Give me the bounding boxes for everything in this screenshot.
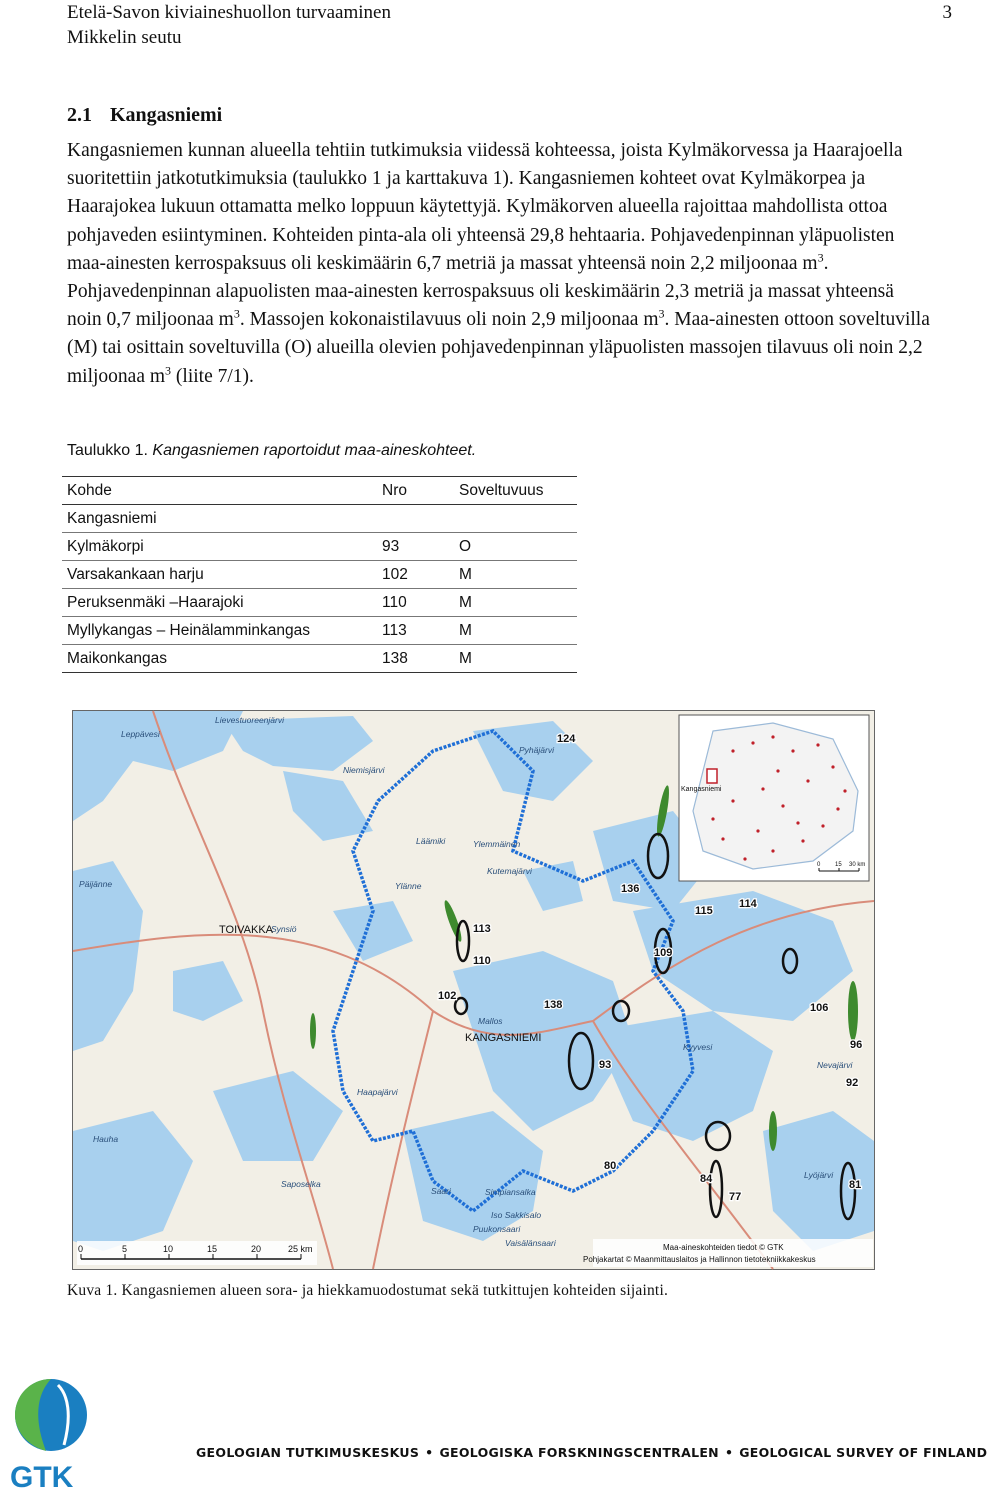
site-name: Peruksenmäki –Haarajoki	[67, 593, 244, 611]
place-name: Lievestuoreenjärvi	[215, 715, 284, 725]
paragraph-text: . Pohjavedenpinnan alapuolisten maa-ainesten kerrospaksuus oli keskimäärin 2,3 metriä ja massat yhteensä noin 0,7 miljoonaa m	[67, 252, 894, 331]
inset-scale-label: 15	[835, 862, 842, 868]
header-title: Etelä-Savon kiviaineshuollon turvaaminen	[67, 2, 391, 23]
table-group-row	[62, 505, 577, 533]
inset-label: Kangasniemi	[681, 786, 722, 793]
place-name: Simpiansalka	[485, 1187, 536, 1197]
group-label: Kangasniemi	[67, 509, 157, 527]
separator: •	[425, 1445, 434, 1460]
inset-map	[679, 715, 869, 881]
map-canvas	[73, 711, 874, 1269]
paragraph-text: . Maa-ainesten ottoon soveltuvilla (M) tai osittain soveltuvilla (O) alueilla olevien pohjavedenpinnan yläpuolisten massojen tilavuus oli noin 2,2 miljoonaa m	[67, 309, 930, 387]
site-name: Maikonkangas	[67, 649, 167, 667]
place-name: Puukonsaari	[473, 1224, 521, 1234]
table-row	[62, 617, 577, 645]
site-label: 124	[557, 733, 576, 745]
site-suitability: M	[459, 621, 472, 639]
place-name: Kyyvesi	[683, 1042, 713, 1052]
place-name: Haapajärvi	[357, 1087, 398, 1097]
scale-label: 0	[78, 1244, 84, 1254]
place-name: Läämiki	[416, 836, 446, 846]
place-name: Pyhäjärvi	[519, 745, 554, 755]
scale-label: 10	[163, 1244, 174, 1254]
place-name: Lyöjärvi	[804, 1170, 834, 1180]
town-name-toivakka: TOIVAKKA	[219, 924, 274, 936]
paragraph-text: . Massojen kokonaistilavuus oli noin 2,9 miljoonaa m	[239, 309, 659, 331]
site-suitability: M	[459, 649, 472, 667]
inset-scale-label: 30 km	[849, 862, 866, 868]
site-name: Kylmäkorpi	[67, 537, 144, 555]
site-suitability: M	[459, 593, 472, 611]
section-number: 2.1	[67, 104, 92, 126]
site-label: 77	[729, 1191, 742, 1203]
page-number: 3	[942, 2, 952, 23]
map-credit: Pohjakartat © Maanmittauslaitos ja Hallinnon tietotekniikkakeskus	[583, 1255, 816, 1264]
table-row	[62, 561, 577, 589]
separator: •	[724, 1445, 734, 1460]
table-caption-label: Taulukko 1.	[67, 442, 148, 459]
section-heading	[67, 102, 222, 128]
place-name: Vaisälänsaari	[505, 1238, 556, 1248]
superscript: 3	[233, 306, 240, 321]
site-label: 110	[473, 955, 491, 967]
org-name-sv: GEOLOGISKA FORSKNINGSCENTRALEN	[439, 1445, 719, 1460]
site-suitability: O	[459, 537, 472, 555]
site-number: 113	[382, 621, 407, 639]
map-credits	[583, 1239, 873, 1267]
table-row	[62, 589, 577, 617]
scale-label: 20	[251, 1244, 262, 1254]
paragraph-text: Kangasniemen kunnan alueella tehtiin tutkimuksia viidessä kohteessa, joista Kylmäkorvessa ja Haarajoella suoritettiin jatkotutkimuksia (taulukko 1 ja karttakuva 1). Kangasniemen kohteet ovat Kylmäkorpea ja Haarajokea lukuun ottamatta melko loppuun käytettyjä. Kylmäkorven alueella rajoittaa mahdollista ottoa pohjaveden esiintyminen. Kohteiden pinta-ala oli yhteensä 29,8 hehtaaria. Pohjavedenpinnan yläpuolisten maa-ainesten kerrospaksuus oli keskimäärin 6,7 metriä ja massat yhteensä noin 2,2 miljoonaa m	[67, 140, 903, 274]
scale-label: 15	[207, 1244, 218, 1254]
site-label: 115	[695, 905, 713, 917]
site-number: 102	[382, 565, 408, 583]
site-label: 136	[621, 883, 640, 895]
place-name: Nevajärvi	[817, 1060, 853, 1070]
site-name: Varsakankaan harju	[67, 565, 204, 583]
site-label: 138	[544, 999, 563, 1011]
site-number: 93	[382, 537, 400, 555]
superscript: 3	[658, 306, 665, 321]
col-header-kohde: Kohde	[67, 481, 112, 499]
paragraph-text: (liite 7/1).	[171, 365, 254, 387]
gtk-logo-icon	[6, 1375, 96, 1493]
place-name: Iso Sakkisalo	[491, 1210, 542, 1220]
col-header-nro: Nro	[382, 481, 407, 499]
running-header	[67, 0, 391, 50]
org-name-fi: GEOLOGIAN TUTKIMUSKESKUS	[196, 1445, 420, 1460]
gtk-logo	[6, 1375, 96, 1493]
table-header-row	[62, 477, 577, 505]
inset-scale-label: 0	[817, 862, 821, 868]
location-map	[72, 710, 875, 1270]
site-label: 96	[850, 1039, 863, 1051]
table-row	[62, 533, 577, 561]
section-title: Kangasniemi	[110, 104, 223, 126]
site-label: 92	[846, 1077, 859, 1089]
scale-bar	[77, 1241, 317, 1265]
header-subtitle: Mikkelin seutu	[67, 27, 182, 48]
site-name: Myllykangas – Heinälamminkangas	[67, 621, 310, 639]
site-label: 113	[473, 923, 491, 935]
site-label: 114	[739, 898, 757, 910]
site-label: 84	[700, 1173, 713, 1185]
figure-caption: Kuva 1. Kangasniemen alueen sora- ja hiekkamuodostumat sekä tutkittujen kohteiden sijainti.	[67, 1282, 669, 1299]
superscript: 3	[817, 250, 824, 265]
table-caption	[67, 442, 476, 460]
place-name: Päijänne	[79, 879, 113, 889]
table-caption-text: Kangasniemen raportoidut maa-aineskohteet.	[152, 442, 477, 459]
scale-label: 5	[122, 1244, 128, 1254]
table-row	[62, 645, 577, 673]
superscript: 3	[165, 363, 172, 378]
place-name: Niemisjärvi	[343, 765, 385, 775]
org-name-en: GEOLOGICAL SURVEY OF FINLAND	[739, 1445, 987, 1460]
scale-label: 25 km	[288, 1244, 313, 1254]
sites-table	[62, 476, 577, 673]
col-header-soveltuvuus: Soveltuvuus	[459, 481, 544, 499]
place-name: Saari	[431, 1186, 451, 1196]
place-name: Saposelka	[281, 1179, 321, 1189]
place-name: Hauha	[93, 1134, 119, 1144]
site-number: 138	[382, 649, 408, 667]
footer-organisations	[196, 1445, 987, 1460]
section-paragraph	[67, 137, 933, 391]
site-label: 93	[599, 1059, 612, 1071]
place-name: Kutemajärvi	[487, 866, 532, 876]
place-name: Synsiö	[271, 924, 297, 934]
site-label: 81	[849, 1179, 862, 1191]
site-suitability: M	[459, 565, 472, 583]
site-label: 80	[604, 1160, 617, 1172]
site-label: 102	[438, 990, 457, 1002]
place-name: Ylänne	[395, 881, 422, 891]
map-credit: Maa-aineskohteiden tiedot © GTK	[663, 1243, 784, 1252]
place-name: Leppävesi	[121, 729, 160, 739]
site-label: 109	[654, 947, 673, 959]
place-name: Ylemmäinen	[473, 839, 521, 849]
site-label: 106	[810, 1002, 829, 1014]
logo-text: GTK	[10, 1461, 74, 1494]
place-name: Mallos	[478, 1016, 503, 1026]
town-name-kangasniemi: KANGASNIEMI	[465, 1032, 542, 1044]
site-number: 110	[382, 593, 407, 611]
